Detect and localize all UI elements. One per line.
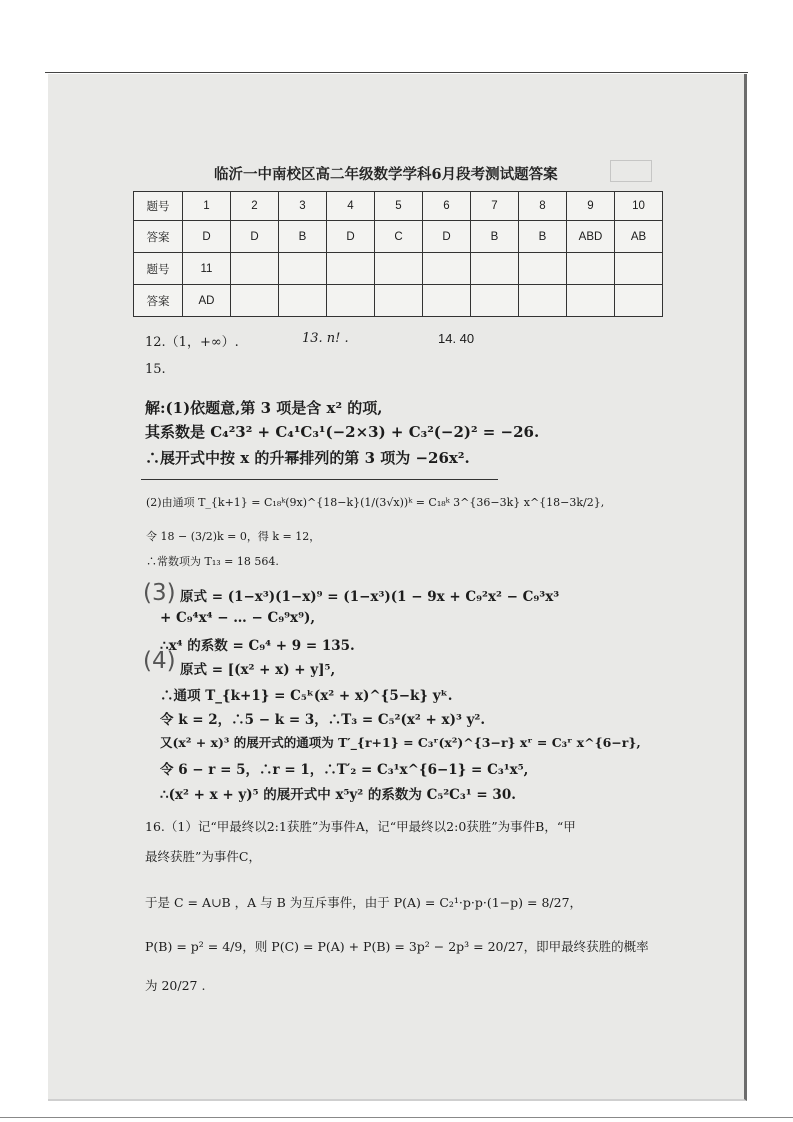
table-cell <box>567 285 615 317</box>
table-cell: AB <box>615 221 663 253</box>
sol15-p4-line4: 又(x² + x)³ 的展开式的通项为 T′_{r+1} = C₃ʳ(x²)^{3−r} xʳ = C₃ʳ x^{6−r}, <box>160 735 641 750</box>
sol15-p4-line3: 令 k = 2，∴5 − k = 3，∴T₃ = C₅²(x² + x)³ y². <box>160 712 486 728</box>
table-cell <box>567 253 615 285</box>
sol16-line2: 最终获胜”为事件C， <box>145 849 261 864</box>
table-cell <box>231 253 279 285</box>
table-cell: 1 <box>183 192 231 221</box>
table-cell <box>279 285 327 317</box>
top-rule <box>45 72 748 73</box>
table-cell <box>471 253 519 285</box>
table-cell: ABD <box>567 221 615 253</box>
table-cell <box>471 285 519 317</box>
table-cell: 10 <box>615 192 663 221</box>
table-cell: 11 <box>183 253 231 285</box>
table-cell <box>519 253 567 285</box>
bottom-rule <box>0 1117 793 1118</box>
table-cell <box>615 253 663 285</box>
sol16-line1: 16.（1）记“甲最终以2:1获胜”为事件A，记“甲最终以2:0获胜”为事件B，“甲 <box>145 819 576 834</box>
table-cell: 9 <box>567 192 615 221</box>
sol15-p1-line3: ∴展开式中按 x 的升幂排列的第 3 项为 −26x². <box>145 449 470 467</box>
divider <box>141 479 498 480</box>
table-cell: 5 <box>375 192 423 221</box>
bleed-box <box>610 160 652 182</box>
table-cell: B <box>279 221 327 253</box>
table-cell: 答案 <box>134 221 183 253</box>
sol16-line5: 为 20/27 . <box>145 978 206 993</box>
table-cell: B <box>519 221 567 253</box>
page-title: 临沂一中南校区高二年级数学学科6月段考测试题答案 <box>214 166 558 183</box>
sol15-p4-line6: ∴(x² + x + y)⁵ 的展开式中 x⁵y² 的系数为 C₅²C₃¹ = 30. <box>160 787 516 803</box>
sol15-p3-line2: + C₉⁴x⁴ − … − C₉⁹x⁹), <box>160 610 316 626</box>
part-label-3: (3) <box>143 580 176 606</box>
sol16-line3: 于是 C = A∪B ，A 与 B 为互斥事件，由于 P(A) = C₂¹·p·p·(1−p) = 8/27， <box>145 895 583 910</box>
table-cell: 答案 <box>134 285 183 317</box>
answer-q12: 12.（1，+∞）. <box>145 335 239 350</box>
table-row <box>134 253 663 285</box>
table-cell: 8 <box>519 192 567 221</box>
table-row <box>134 285 663 317</box>
sol15-p1-line1: 解:(1)依题意,第 3 项是含 x² 的项, <box>145 399 383 417</box>
sol16-line4: P(B) = p² = 4/9，则 P(C) = P(A) + P(B) = 3p² − 2p³ = 20/27，即甲最终获胜的概率 <box>145 939 649 954</box>
table-cell <box>375 253 423 285</box>
sol15-p4-line2: ∴通项 T_{k+1} = C₅ᵏ(x² + x)^{5−k} yᵏ. <box>160 688 453 704</box>
table-cell: 6 <box>423 192 471 221</box>
sol15-p4-line1: 原式 = [(x² + x) + y]⁵, <box>180 662 336 678</box>
table-cell <box>231 285 279 317</box>
sol15-p3-line1: 原式 = (1−x³)(1−x)⁹ = (1−x³)(1 − 9x + C₉²x² − C₉³x³ <box>180 589 560 605</box>
table-cell <box>615 285 663 317</box>
table-cell <box>423 285 471 317</box>
answer-q15: 15. <box>145 362 166 377</box>
answer-q13: 13. n! . <box>302 331 349 346</box>
sol15-p2-line3: ∴常数项为 T₁₃ = 18 564. <box>146 555 279 568</box>
table-row <box>134 192 663 221</box>
table-cell: AD <box>183 285 231 317</box>
sol15-p4-line5: 令 6 − r = 5，∴r = 1，∴T′₂ = C₃¹x^{6−1} = C₃¹x⁵, <box>160 762 529 778</box>
table-cell: B <box>471 221 519 253</box>
table-cell: 题号 <box>134 253 183 285</box>
sol15-p1-line2: 其系数是 C₄²3² + C₄¹C₃¹(−2×3) + C₃²(−2)² = −26. <box>145 423 540 441</box>
table-cell <box>423 253 471 285</box>
table-cell: 4 <box>327 192 375 221</box>
table-cell <box>327 285 375 317</box>
answer-q14: 14. 40 <box>438 331 475 346</box>
table-cell <box>375 285 423 317</box>
table-cell <box>519 285 567 317</box>
table-cell: D <box>231 221 279 253</box>
table-cell: 3 <box>279 192 327 221</box>
sol15-p2-line2: 令 18 − (3/2)k = 0，得 k = 12， <box>146 530 321 543</box>
table-cell: D <box>327 221 375 253</box>
table-cell: C <box>375 221 423 253</box>
sol15-p3-line3: ∴x⁴ 的系数 = C₉⁴ + 9 = 135. <box>160 638 355 654</box>
sol15-p2-line1: (2)由通项 T_{k+1} = C₁₈ᵏ(9x)^{18−k}(1/(3√x))ᵏ = C₁₈ᵏ 3^{36−3k} x^{18−3k/2}, <box>146 496 605 509</box>
table-cell: D <box>423 221 471 253</box>
table-cell <box>279 253 327 285</box>
table-cell: 7 <box>471 192 519 221</box>
table-row <box>134 221 663 253</box>
table-cell: 题号 <box>134 192 183 221</box>
table-cell: 2 <box>231 192 279 221</box>
table-cell: D <box>183 221 231 253</box>
table-cell <box>327 253 375 285</box>
answer-table <box>133 191 663 317</box>
part-label-4: (4) <box>143 648 176 674</box>
